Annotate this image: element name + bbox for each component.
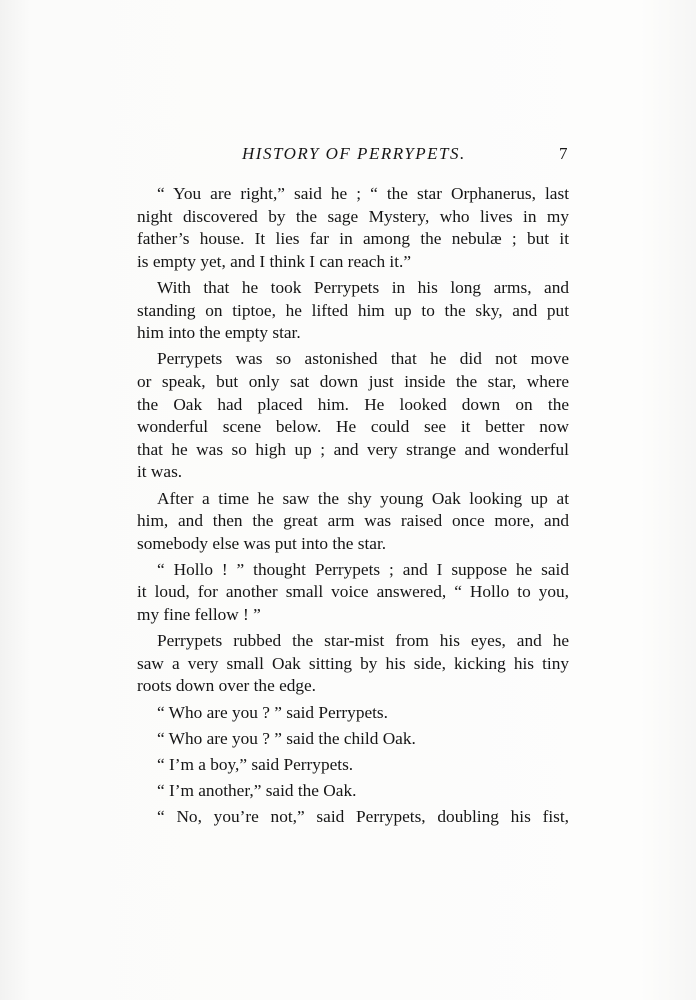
- text-line: “ No, you’re not,” said Perrypets, doubling his fist,: [157, 807, 569, 827]
- text-line: him into the empty star.: [137, 323, 301, 343]
- text-line: it loud, for another small voice answered, “ Hollo to you,: [137, 582, 569, 602]
- text-line: “ I’m a boy,” said Perrypets.: [157, 755, 354, 774]
- paragraph: [137, 488, 569, 556]
- text-line: my fine fellow ! ”: [137, 605, 261, 625]
- body-text: [137, 183, 569, 833]
- paragraph: [137, 728, 569, 751]
- paragraph: [137, 754, 569, 777]
- page-number: 7: [559, 144, 568, 163]
- text-line: it was.: [137, 462, 183, 482]
- running-title: HISTORY OF PERRYPETS.: [242, 144, 466, 163]
- text-line: somebody else was put into the star.: [137, 533, 387, 553]
- text-line: is empty yet, and I think I can reach it.”: [137, 251, 412, 271]
- text-line: With that he took Perrypets in his long arms, and: [157, 277, 569, 297]
- text-line: “ Who are you ? ” said the child Oak.: [157, 728, 416, 748]
- paragraph: [137, 702, 569, 725]
- text-line: Perrypets was so astonished that he did not move: [157, 349, 569, 369]
- text-line: “ Who are you ? ” said Perrypets.: [157, 702, 388, 722]
- paragraph: [137, 183, 569, 273]
- text-line: After a time he saw the shy young Oak looking up at: [157, 488, 569, 508]
- text-line: Perrypets rubbed the star-mist from his eyes, and he: [157, 631, 569, 651]
- text-line: night discovered by the sage Mystery, who lives in my: [137, 206, 569, 226]
- text-line: the Oak had placed him. He looked down on the: [137, 394, 569, 414]
- text-line: or speak, but only sat down just inside the star, where: [137, 371, 569, 391]
- text-line: “ You are right,” said he ; “ the star Orphanerus, last: [157, 184, 569, 203]
- paragraph: [137, 559, 569, 627]
- paragraph: [137, 806, 569, 829]
- text-line: “ I’m another,” said the Oak.: [157, 781, 357, 801]
- paragraph: [137, 630, 569, 698]
- text-line: him, and then the great arm was raised once more, and: [137, 511, 569, 531]
- text-line: “ Hollo ! ” thought Perrypets ; and I suppose he said: [157, 559, 569, 579]
- paragraph: [137, 277, 569, 345]
- text-line: standing on tiptoe, he lifted him up to the sky, and put: [137, 300, 569, 320]
- text-line: that he was so high up ; and very strange and wonderful: [137, 439, 569, 459]
- text-line: roots down over the edge.: [137, 676, 317, 696]
- text-line: father’s house. It lies far in among the nebulæ ; but it: [137, 229, 569, 249]
- paragraph: [137, 348, 569, 484]
- text-line: saw a very small Oak sitting by his side, kicking his tiny: [137, 653, 569, 673]
- paragraph: [137, 780, 569, 803]
- text-line: wonderful scene below. He could see it better now: [137, 417, 569, 437]
